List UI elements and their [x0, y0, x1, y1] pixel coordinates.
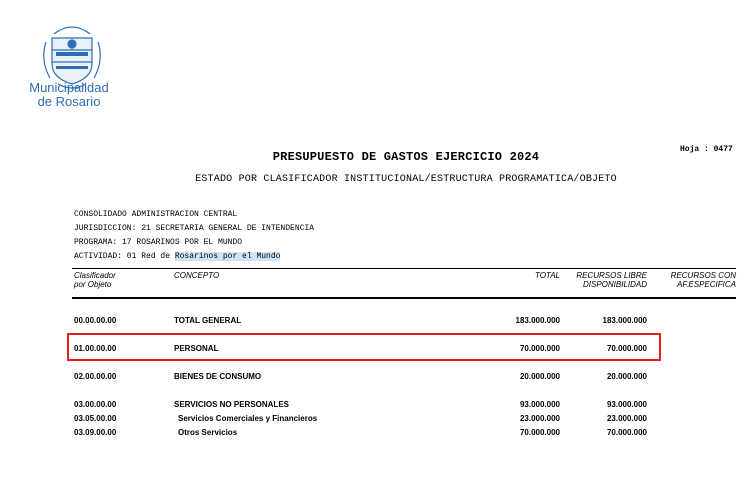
row-total: 93.000.000: [519, 400, 560, 409]
row-code: 01.00.00.00: [74, 344, 117, 353]
report-title: PRESUPUESTO DE GASTOS EJERCICIO 2024: [272, 150, 540, 164]
header-concepto: CONCEPTO: [174, 271, 220, 280]
jurisdiccion-line: JURISDICCION: 21 SECRETARIA GENERAL DE INTENDENCIA: [74, 224, 315, 233]
row-code: 00.00.00.00: [74, 316, 117, 325]
header-recursos-libre-1: RECURSOS LIBRE: [576, 271, 647, 280]
consolidado-line: CONSOLIDADO ADMINISTRACION CENTRAL: [74, 210, 238, 219]
actividad-prefix: ACTIVIDAD: 01 Red de: [74, 252, 175, 261]
row-code: 03.09.00.00: [74, 428, 117, 437]
row-code: 02.00.00.00: [74, 372, 117, 381]
header-clasificador: [74, 271, 116, 289]
header-clasificador-1: Clasificador: [74, 271, 116, 280]
row-recursos: 23.000.000: [606, 414, 647, 423]
header-total: TOTAL: [534, 271, 560, 280]
logo-text: [24, 81, 114, 109]
header-bottom-rule: [72, 297, 736, 299]
row-concept: Otros Servicios: [178, 428, 238, 437]
row-concept: PERSONAL: [174, 344, 219, 353]
row-code: 03.00.00.00: [74, 400, 117, 409]
programa-line: PROGRAMA: 17 ROSARINOS POR EL MUNDO: [74, 238, 243, 247]
row-code: 03.05.00.00: [74, 414, 117, 423]
row-concept: Servicios Comerciales y Financieros: [178, 414, 318, 423]
header-recursos-libre: [566, 271, 647, 289]
row-recursos: 93.000.000: [606, 400, 647, 409]
report-subtitle: ESTADO POR CLASIFICADOR INSTITUCIONAL/ESTRUCTURA PROGRAMATICA/OBJETO: [195, 174, 617, 185]
row-total: 70.000.000: [519, 428, 560, 437]
row-concept: BIENES DE CONSUMO: [174, 372, 262, 381]
row-recursos: 70.000.000: [606, 344, 647, 353]
logo-line-1: Municipalidad: [29, 80, 109, 95]
row-total: 70.000.000: [519, 344, 560, 353]
header-clasificador-2: por Objeto: [74, 280, 112, 289]
row-recursos: 70.000.000: [606, 428, 647, 437]
row-recursos: 20.000.000: [606, 372, 647, 381]
header-top-rule: [72, 268, 736, 269]
header-recursos-con: [660, 271, 736, 289]
logo-line-2: de Rosario: [37, 94, 101, 109]
row-recursos: 183.000.000: [602, 316, 647, 325]
row-total: 23.000.000: [519, 414, 560, 423]
row-concept: TOTAL GENERAL: [174, 316, 242, 325]
row-total: 20.000.000: [519, 372, 560, 381]
header-recursos-con-1: RECURSOS CON: [670, 271, 736, 280]
header-recursos-libre-2: DISPONIBILIDAD: [582, 280, 647, 289]
actividad-line: [74, 252, 280, 261]
header-recursos-con-2: AF.ESPECIFICA: [677, 280, 736, 289]
row-concept: SERVICIOS NO PERSONALES: [174, 400, 289, 409]
actividad-highlighted-text[interactable]: Rosarinos por el Mundo: [174, 252, 281, 261]
row-total: 183.000.000: [515, 316, 560, 325]
page-number: Hoja : 0477: [680, 145, 733, 154]
